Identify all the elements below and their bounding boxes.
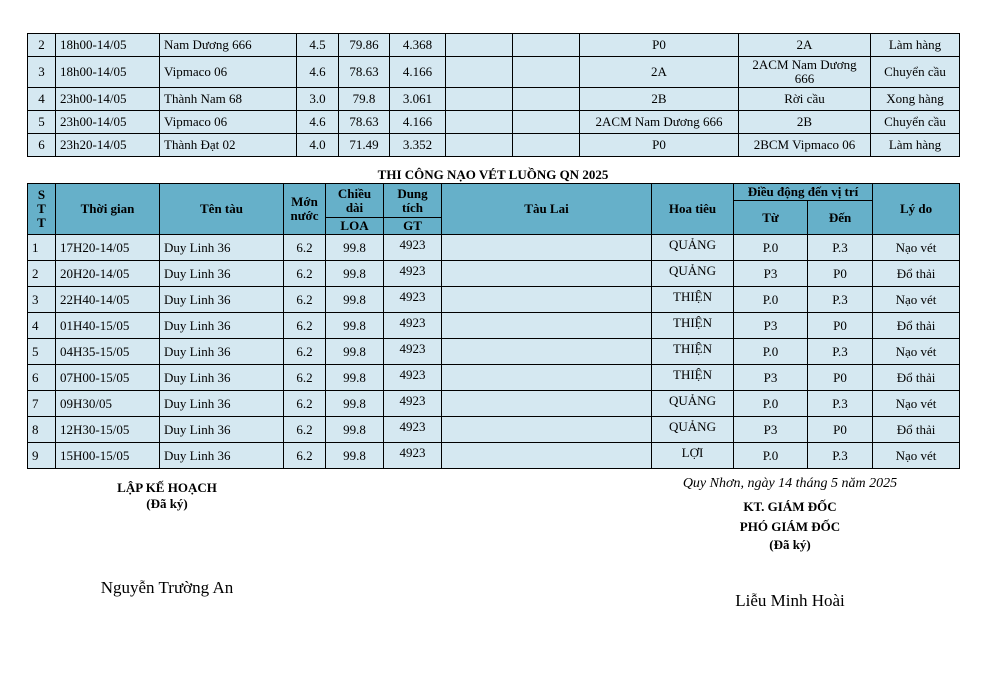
cell-stt: 7 [28, 391, 56, 417]
cell-stt: 1 [28, 235, 56, 261]
section-title: THI CÔNG NẠO VÉT LUỒNG QN 2025 [377, 167, 609, 182]
cell-ship: Duy Linh 36 [160, 235, 284, 261]
cell-draft: 6.2 [284, 365, 326, 391]
cell-stt: 4 [28, 313, 56, 339]
cell-to: P0 [808, 417, 873, 443]
cell-capacity: 4.368 [390, 34, 446, 57]
cell-capacity: 4923 [384, 287, 442, 313]
cell-tug [442, 417, 652, 443]
cell-ship: Duy Linh 36 [160, 339, 284, 365]
cell-draft: 4.5 [297, 34, 339, 57]
cell-time: 04H35-15/05 [56, 339, 160, 365]
cell-to: P.3 [808, 339, 873, 365]
cell-draft: 6.2 [284, 417, 326, 443]
cell-length: 99.8 [326, 417, 384, 443]
table-row [28, 417, 960, 443]
cell-reason: Làm hàng [871, 34, 960, 57]
cell-capacity: 4.166 [390, 57, 446, 88]
cell-time: 01H40-15/05 [56, 313, 160, 339]
header-pilot: Hoa tiêu [652, 184, 734, 235]
table-row [28, 57, 960, 88]
cell-stt: 6 [28, 134, 56, 157]
cell-tug [442, 235, 652, 261]
cell-reason: Đổ thải [873, 365, 960, 391]
cell-stt: 8 [28, 417, 56, 443]
cell-ship: Duy Linh 36 [160, 443, 284, 469]
cell-length: 99.8 [326, 261, 384, 287]
place-date: Quy Nhơn, ngày 14 tháng 5 năm 2025 [682, 476, 898, 491]
cell-stt: 3 [28, 287, 56, 313]
header-ship: Tên tàu [160, 184, 284, 235]
cell-to: P.3 [808, 287, 873, 313]
cell-ship: Duy Linh 36 [160, 391, 284, 417]
cell-time: 23h20-14/05 [56, 134, 160, 157]
header-length: Chiều dài [326, 184, 384, 218]
cell-pilot: THIỆN [652, 313, 734, 339]
table-row [28, 88, 960, 111]
table-row [28, 111, 960, 134]
planner-title: LẬP KẾ HOẠCH [117, 480, 217, 495]
table-row [28, 261, 960, 287]
cell-capacity: 4923 [384, 391, 442, 417]
cell-e2 [513, 34, 580, 57]
cell-tug [442, 365, 652, 391]
cell-stt: 2 [28, 34, 56, 57]
cell-pilot: QUẢNG [652, 261, 734, 287]
cell-capacity: 4923 [384, 313, 442, 339]
cell-time: 20H20-14/05 [56, 261, 160, 287]
cell-capacity: 4923 [384, 365, 442, 391]
cell-ship: Vipmaco 06 [160, 111, 297, 134]
cell-length: 99.8 [326, 235, 384, 261]
table-row [28, 34, 960, 57]
header-time: Thời gian [56, 184, 160, 235]
cell-time: 07H00-15/05 [56, 365, 160, 391]
cell-from: P3 [734, 261, 808, 287]
cell-ship: Nam Dương 666 [160, 34, 297, 57]
cell-draft: 6.2 [284, 261, 326, 287]
cell-pilot: THIỆN [652, 365, 734, 391]
header-stt: S T T [28, 184, 56, 235]
cell-reason: Đổ thải [873, 313, 960, 339]
cell-e1 [446, 57, 513, 88]
cell-stt: 3 [28, 57, 56, 88]
cell-from: P3 [734, 313, 808, 339]
cell-capacity: 4923 [384, 235, 442, 261]
cell-reason: Nạo vét [873, 287, 960, 313]
cell-to: 2B [739, 111, 871, 134]
cell-from: P.0 [734, 391, 808, 417]
cell-tug [442, 443, 652, 469]
cell-capacity: 3.352 [390, 134, 446, 157]
table-row [28, 365, 960, 391]
director-name: Liễu Minh Hoài [735, 591, 845, 610]
cell-pilot: QUẢNG [652, 417, 734, 443]
cell-ship: Duy Linh 36 [160, 287, 284, 313]
cell-stt: 2 [28, 261, 56, 287]
cell-to: 2BCM Vipmaco 06 [739, 134, 871, 157]
cell-from: P3 [734, 365, 808, 391]
cell-draft: 6.2 [284, 313, 326, 339]
cell-time: 17H20-14/05 [56, 235, 160, 261]
cell-pilot: QUẢNG [652, 391, 734, 417]
cell-to: P0 [808, 365, 873, 391]
planner-name: Nguyễn Trường An [100, 578, 234, 597]
cell-ship: Vipmaco 06 [160, 57, 297, 88]
cell-e2 [513, 134, 580, 157]
cell-e1 [446, 134, 513, 157]
cell-tug [442, 287, 652, 313]
cell-stt: 5 [28, 111, 56, 134]
cell-time: 18h00-14/05 [56, 34, 160, 57]
cell-to: 2A [739, 34, 871, 57]
cell-draft: 4.0 [297, 134, 339, 157]
cell-e2 [513, 88, 580, 111]
cell-length: 99.8 [326, 339, 384, 365]
cell-tug [442, 339, 652, 365]
cell-tug: 2B [580, 88, 739, 111]
cell-capacity: 4923 [384, 339, 442, 365]
cell-pilot: THIỆN [652, 339, 734, 365]
cell-draft: 3.0 [297, 88, 339, 111]
header-move: Điều động đến vị trí [734, 184, 873, 201]
cell-tug [442, 391, 652, 417]
cell-draft: 6.2 [284, 443, 326, 469]
cell-draft: 6.2 [284, 339, 326, 365]
cell-to: 2ACM Nam Dương 666 [739, 57, 871, 88]
cell-from: P.0 [734, 235, 808, 261]
cell-from: P3 [734, 417, 808, 443]
cell-reason: Nạo vét [873, 339, 960, 365]
dredging-schedule-table [27, 183, 960, 469]
cell-tug [442, 261, 652, 287]
header-capacity: Dung tích [384, 184, 442, 218]
cell-ship: Duy Linh 36 [160, 313, 284, 339]
header-to: Đến [808, 201, 873, 235]
cell-reason: Xong hàng [871, 88, 960, 111]
cell-ship: Duy Linh 36 [160, 261, 284, 287]
table-row [28, 339, 960, 365]
cell-length: 99.8 [326, 365, 384, 391]
header-length-loa: LOA [326, 218, 384, 235]
cell-e1 [446, 88, 513, 111]
cell-stt: 4 [28, 88, 56, 111]
table-row [28, 391, 960, 417]
cell-capacity: 4.166 [390, 111, 446, 134]
cell-length: 78.63 [339, 57, 390, 88]
planner-signed: (Đã ký) [146, 496, 188, 511]
table-row [28, 287, 960, 313]
cell-pilot: THIỆN [652, 287, 734, 313]
berth-movement-table [27, 33, 960, 157]
cell-length: 99.8 [326, 313, 384, 339]
cell-draft: 4.6 [297, 57, 339, 88]
cell-capacity: 4923 [384, 261, 442, 287]
cell-reason: Đổ thải [873, 261, 960, 287]
cell-draft: 6.2 [284, 287, 326, 313]
header-capacity-gt: GT [384, 218, 442, 235]
table-row [28, 313, 960, 339]
director-title-1: KT. GIÁM ĐỐC [743, 499, 837, 514]
cell-pilot: LỢI [652, 443, 734, 469]
cell-length: 71.49 [339, 134, 390, 157]
table-row [28, 443, 960, 469]
cell-length: 79.86 [339, 34, 390, 57]
cell-time: 18h00-14/05 [56, 57, 160, 88]
cell-reason: Chuyển cầu [871, 111, 960, 134]
cell-length: 78.63 [339, 111, 390, 134]
cell-e2 [513, 111, 580, 134]
director-signed: (Đã ký) [769, 537, 811, 552]
cell-ship: Thành Nam 68 [160, 88, 297, 111]
cell-to: P.3 [808, 391, 873, 417]
cell-from: P.0 [734, 287, 808, 313]
cell-capacity: 4923 [384, 443, 442, 469]
cell-reason: Nạo vét [873, 235, 960, 261]
cell-time: 23h00-14/05 [56, 111, 160, 134]
cell-to: P.3 [808, 443, 873, 469]
cell-stt: 9 [28, 443, 56, 469]
cell-time: 23h00-14/05 [56, 88, 160, 111]
cell-length: 99.8 [326, 443, 384, 469]
cell-to: P0 [808, 313, 873, 339]
cell-reason: Nạo vét [873, 443, 960, 469]
cell-capacity: 4923 [384, 417, 442, 443]
cell-tug: 2A [580, 57, 739, 88]
cell-reason: Đổ thải [873, 417, 960, 443]
header-reason: Lý do [873, 184, 960, 235]
cell-length: 79.8 [339, 88, 390, 111]
cell-time: 09H30/05 [56, 391, 160, 417]
header-draft: Mớn nước [284, 184, 326, 235]
table-row [28, 134, 960, 157]
cell-draft: 6.2 [284, 235, 326, 261]
cell-to: P.3 [808, 235, 873, 261]
cell-time: 15H00-15/05 [56, 443, 160, 469]
header-from: Từ [734, 201, 808, 235]
cell-e2 [513, 57, 580, 88]
cell-e1 [446, 111, 513, 134]
cell-time: 12H30-15/05 [56, 417, 160, 443]
cell-tug: P0 [580, 134, 739, 157]
cell-e1 [446, 34, 513, 57]
cell-time: 22H40-14/05 [56, 287, 160, 313]
cell-to: P0 [808, 261, 873, 287]
cell-to: Rời cầu [739, 88, 871, 111]
cell-ship: Thành Đạt 02 [160, 134, 297, 157]
cell-ship: Duy Linh 36 [160, 365, 284, 391]
director-title-2: PHÓ GIÁM ĐỐC [739, 519, 841, 534]
cell-reason: Chuyển cầu [871, 57, 960, 88]
cell-stt: 5 [28, 339, 56, 365]
cell-draft: 4.6 [297, 111, 339, 134]
cell-reason: Nạo vét [873, 391, 960, 417]
cell-reason: Làm hàng [871, 134, 960, 157]
cell-length: 99.8 [326, 287, 384, 313]
cell-pilot: QUẢNG [652, 235, 734, 261]
cell-tug: P0 [580, 34, 739, 57]
cell-from: P.0 [734, 339, 808, 365]
table-row [28, 235, 960, 261]
header-tug: Tàu Lai [442, 184, 652, 235]
cell-capacity: 3.061 [390, 88, 446, 111]
cell-tug [442, 313, 652, 339]
cell-draft: 6.2 [284, 391, 326, 417]
cell-length: 99.8 [326, 391, 384, 417]
cell-ship: Duy Linh 36 [160, 417, 284, 443]
cell-tug: 2ACM Nam Dương 666 [580, 111, 739, 134]
cell-stt: 6 [28, 365, 56, 391]
cell-from: P.0 [734, 443, 808, 469]
